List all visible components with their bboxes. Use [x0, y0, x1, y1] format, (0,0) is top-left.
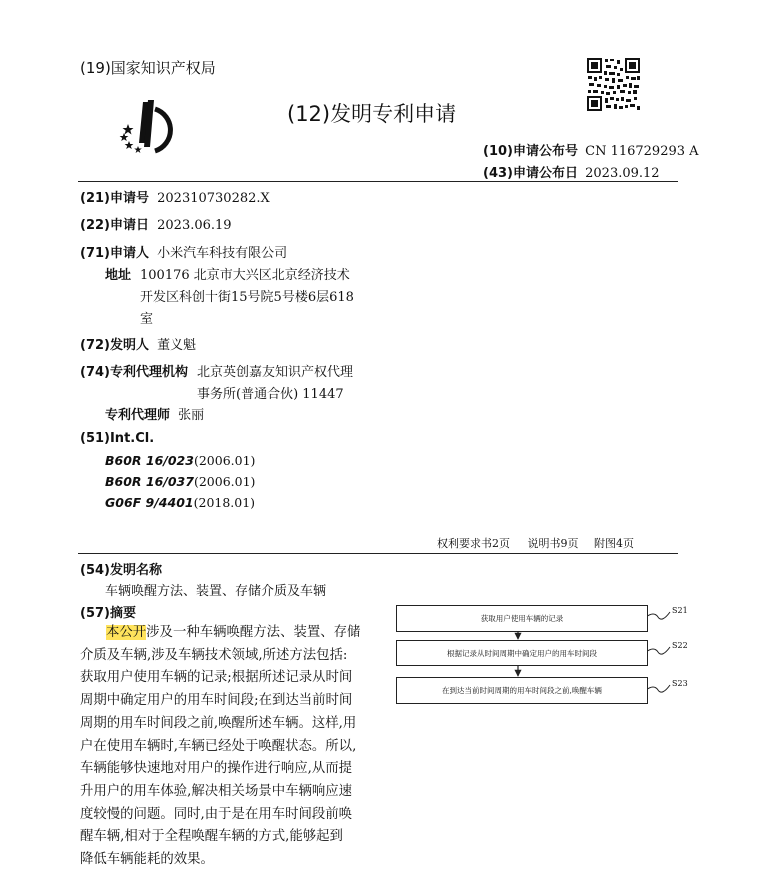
abstract-text: [80, 622, 360, 872]
inventor-row: [80, 334, 196, 353]
agency-label: (74)专利代理机构: [80, 365, 188, 380]
publication-number: CN 116729293 A: [585, 144, 699, 159]
flow-step-text: 根据记录从时间周期中确定用户的用车时间段: [447, 648, 597, 658]
publication-date-label: (43)申请公布日: [483, 166, 578, 181]
qr-code-icon: [587, 58, 640, 111]
application-number: 202310730282.X: [157, 191, 270, 206]
cnipa-logo-icon: [117, 99, 189, 155]
intcl-entry: [105, 495, 255, 510]
flow-step-text: 在到达当前时间周期的用车时间段之前,唤醒车辆: [442, 686, 602, 695]
applicant-row: [80, 242, 287, 261]
inventor-label: (72)发明人: [80, 338, 149, 353]
flow-step-id: S21: [672, 606, 688, 615]
agent-label: 专利代理师: [105, 408, 171, 423]
address-line: 开发区科创十街15号院5号楼6层618: [140, 290, 354, 305]
publication-number-row: [483, 140, 699, 159]
abstract-line: 醒车辆,相对于全程唤醒车辆的方式,能够起到: [80, 829, 343, 845]
applicant-label: (71)申请人: [80, 246, 149, 261]
flow-step-box: [396, 640, 648, 666]
flow-step-box: [396, 677, 648, 704]
agency-line: 北京英创嘉友知识产权代理: [197, 365, 354, 380]
abstract-highlight: 本公开: [106, 625, 147, 640]
abstract-line: 升用户的用车体验,解决相关场景中车辆响应速: [80, 783, 353, 799]
abstract-line: 降低车辆能耗的效果。: [80, 852, 214, 868]
abstract-line: 周期的用车时间段之前,唤醒所述车辆。这样,用: [80, 715, 357, 731]
application-date-label: (22)申请日: [80, 218, 149, 233]
abstract-line: 涉及一种车辆唤醒方法、装置、存储: [146, 625, 361, 640]
agency-line: 事务所(普通合伙) 11447: [197, 387, 344, 402]
intcl-year: (2006.01): [193, 453, 256, 468]
intcl-entry: [105, 453, 255, 468]
intcl-entry: [105, 474, 255, 489]
description-pages: 说明书9页: [527, 537, 579, 550]
applicant-name: 小米汽车科技有限公司: [157, 246, 288, 261]
publication-date-row: [483, 162, 660, 181]
title-label: (54)发明名称: [80, 563, 162, 578]
drawing-pages: 附图4页: [594, 537, 634, 550]
inventor-name: 董义魁: [157, 338, 197, 353]
flow-step-text: 获取用户使用车辆的记录: [480, 614, 564, 623]
intcl-code: B60R 16/037: [105, 474, 194, 489]
abstract-line: 获取用户使用车辆的记录;根据所述记录从时间: [80, 670, 353, 686]
page-counts: [437, 535, 634, 551]
invention-title: 车辆唤醒方法、装置、存储介质及车辆: [105, 584, 327, 599]
abstract-line: 周期中确定用户的用车时间段;在到达当前时间: [80, 693, 353, 709]
office-name: (19)国家知识产权局: [80, 59, 216, 77]
intcl-code: G06F 9/4401: [105, 495, 194, 510]
abstract-line: 度较慢的问题。同时,由于是在用车时间段前唤: [80, 806, 353, 822]
abstract-line: 车辆能够快速地对用户的操作进行响应,从而提: [80, 761, 353, 777]
flow-step-box: [396, 605, 648, 632]
abstract-line: 介质及车辆,涉及车辆技术领域,所述方法包括:: [80, 647, 348, 663]
application-number-label: (21)申请号: [80, 191, 149, 206]
intcl-year: (2006.01): [193, 474, 256, 489]
intcl-code: B60R 16/023: [105, 453, 194, 468]
agent-name: 张丽: [178, 408, 205, 423]
agent-row: [105, 404, 204, 423]
address-line: 100176 北京市大兴区北京经济技术: [140, 268, 350, 283]
address-line: 室: [140, 312, 154, 327]
header-divider: [78, 181, 678, 182]
address-label: 地址: [105, 268, 132, 283]
claims-pages: 权利要求书2页: [437, 537, 510, 550]
publication-date: 2023.09.12: [585, 166, 660, 181]
intcl-year: (2018.01): [193, 495, 256, 510]
abstract-line: 户在使用车辆时,车辆已经处于唤醒状态。所以,: [80, 738, 357, 754]
section-divider: [78, 553, 678, 554]
abstract-label: (57)摘要: [80, 606, 136, 621]
flow-step-id: S23: [672, 679, 688, 688]
application-date: 2023.06.19: [157, 218, 232, 233]
application-date-row: [80, 214, 232, 233]
flow-step-id: S22: [672, 641, 688, 650]
document-type: (12)发明专利申请: [287, 102, 457, 126]
application-number-row: [80, 187, 270, 206]
intcl-label: (51)Int.Cl.: [80, 431, 155, 446]
publication-number-label: (10)申请公布号: [483, 144, 578, 159]
